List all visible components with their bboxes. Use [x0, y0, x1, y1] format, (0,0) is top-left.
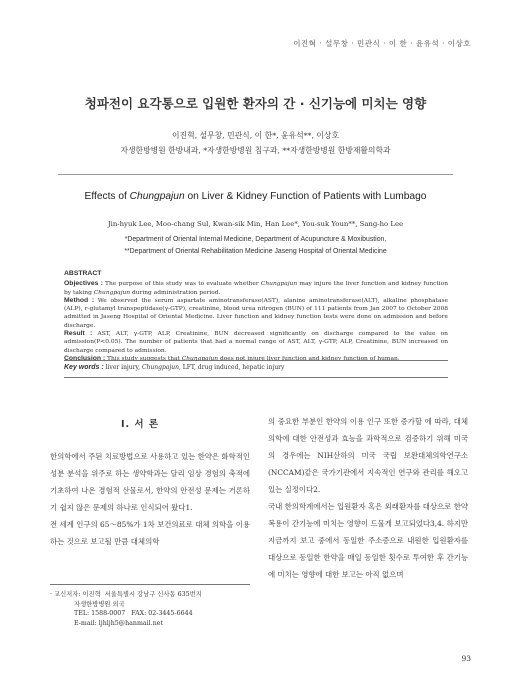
footnote-rule — [50, 584, 250, 585]
section-title-introduction: Ⅰ. 서 론 — [120, 419, 160, 430]
paragraph: 국내 한의학계에서는 입원환자 혹은 외래환자를 대상으로 한약복용이 간기능에 미치는 영향이 드물게 보고되었다3,4. 하지만 지금까지 보고 중에서 동일한 주소증으로 내원한 입원환자를 대상으로 동일한 한약을 매일 동일한 횟수로 투여한 후 간기능에 미치는 영향에 대한 보고는 아직 없으며 — [268, 502, 468, 579]
korean-title: 청파전이 요각통으로 입원한 환자의 간 · 신기능에 미치는 영향 — [84, 96, 427, 111]
running-header: 이진혁 · 설무창 · 민관식 · 이 한 · 윤유석 · 이상호 — [293, 39, 471, 48]
keywords-rule-top — [64, 360, 448, 361]
abstract-result: Result : AST, ALT, γ-GTP, ALP, Creatinine, BUN decreased significantly on discharge compared to the value on admission(P<0.05). The number of patients that had a normal range of AST, ALT, γ-GTP, ALP, Creatinine, BUN increased on discharge compared to admission. — [64, 330, 448, 354]
abstract-heading: ABSTRACT — [64, 270, 102, 277]
abstract-method: Method : We observed the serum aspartate aminotransferase(AST), alanine aminotransferase(ALT), alkaline phosphatase (ALP), r-glutamyl transpeptidase(γ-GTP), creatinine, blood urea nitrogen (BUN) of 111 patients from Jan 2007 to October 2008 admitted in Jaseng Hospital of Oriental Medicine. Liver function and kidney function tests were done on admission and before discharge. — [64, 296, 448, 329]
keywords-rule-bottom — [64, 377, 448, 378]
korean-authors: 이진혁, 설무창, 민관식, 이 한*, 윤유석**, 이상호 — [172, 131, 339, 140]
paragraph: 한의학에서 주된 치료방법으로 사용하고 있는 한약은 화학적인 성분 분석을 위주로 하는 생약학과는 달리 임상 경험의 축적에 기초하여 나온 경험적 산물로서, 한약의 안전성 문제는 거론하기 쉽지 않은 문제의 하나로 인식되어 왔다1. — [50, 452, 250, 512]
keywords: Key words : liver injury, Chungpajun, LFT, drug induced, hepatic injury — [64, 364, 285, 371]
corresponding-author-footnote: · 교신저자: 이진혁 서울특별시 강남구 신사동 635번지 자생한방병원 외국 TEL: 1588-0007 FAX: 02-3445-6644 E-mail: ljhljh5@hanmail.net — [50, 591, 202, 627]
english-affiliation-1: *Department of Oriental Internal Medicine, Department of Acupuncture & Moxibustion, — [124, 236, 387, 243]
body-column-left — [50, 448, 250, 550]
page-number: 93 — [461, 654, 471, 663]
body-column-right — [268, 413, 468, 583]
korean-affiliations: 자생한방병원 한방내과, *자생한방병원 침구과, **자생한방병원 한방재활의학과 — [120, 146, 391, 155]
english-affiliation-2: **Department of Oriental Rehabilitation Medicine Jaseng Hospital of Oriental Medicine — [124, 248, 387, 255]
abstract-objectives: Objectives : The purpose of this study was to evaluate whether Chungpajun may injure the liver function and kidney function by taking Chungpajun during administration period. — [64, 280, 449, 296]
abstract-conclusion: Conclusion : This study suggests that Chungpajun does not injure liver function and kidney function of human. — [64, 354, 400, 362]
abstract — [64, 270, 448, 363]
paragraph: 전 세계 인구의 65～85%가 1차 보건의료로 대체 의학을 이용하는 것으로 보고될 만큼 대체의학 — [50, 520, 250, 546]
english-title: Effects of Chungpajun on Liver & Kidney Function of Patients with Lumbago — [84, 191, 427, 202]
english-authors: Jin-hyuk Lee, Moo-chang Sul, Kwan-sik Min, Han Lee*, You-suk Youn**, Sang-ho Lee — [107, 220, 404, 228]
english-title-italic: Chungpajun — [129, 191, 185, 202]
divider — [58, 174, 453, 175]
paragraph: 의 중요한 부분인 한약의 이용 인구 또한 증가할 에 따라, 대체의학에 대한 안전성과 효능을 과학적으로 검증하기 위해 미국의 경우에는 NIH산하의 미국 국립 보완대체의학연구소(NCCAM)같은 국가기관에서 지속적인 연구와 관리를 해오고 있는 실정이다2. — [268, 417, 468, 494]
